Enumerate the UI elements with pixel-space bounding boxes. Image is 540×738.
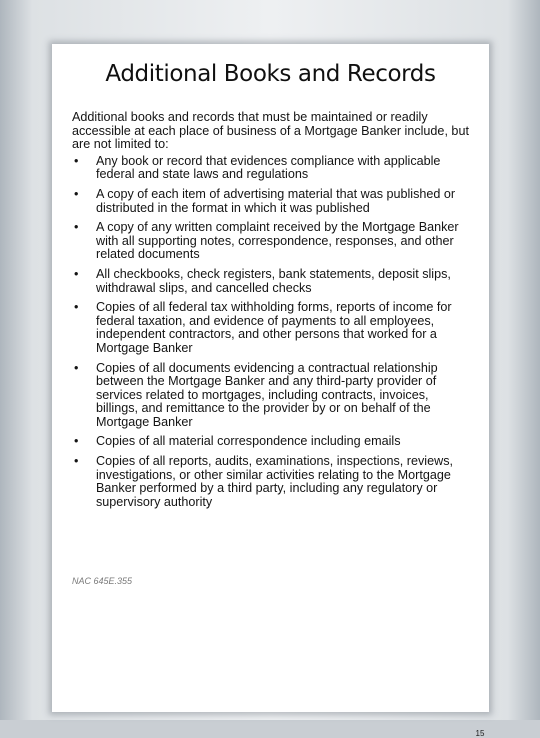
list-item bbox=[72, 435, 470, 449]
bullet-icon: • bbox=[74, 266, 79, 281]
bullet-icon: • bbox=[74, 186, 79, 201]
list-item bbox=[72, 155, 470, 182]
list-item-text: Copies of all material correspondence including emails bbox=[96, 434, 401, 449]
bullet-icon: • bbox=[74, 454, 79, 469]
slide-body bbox=[72, 111, 470, 515]
records-list bbox=[72, 155, 470, 510]
list-item-text: A copy of each item of advertising material that was published or distributed in the format in which it was published bbox=[96, 186, 456, 215]
bullet-icon: • bbox=[74, 360, 79, 375]
list-item-text: Copies of all documents evidencing a contractual relationship between the Mortgage Banker and any third-party provider of services related to mortgages, including contracts, invoices, billings, and remittance to the provider by or on behalf of the Mortgage Banker bbox=[96, 360, 438, 429]
page-number: 15 bbox=[475, 729, 485, 738]
bullet-icon: • bbox=[74, 434, 79, 449]
list-item bbox=[72, 188, 470, 215]
list-item bbox=[72, 268, 470, 295]
bullet-icon: • bbox=[74, 153, 79, 168]
list-item-text: All checkbooks, check registers, bank statements, deposit slips, withdrawal slips, and cancelled checks bbox=[96, 266, 451, 295]
list-item-text: Any book or record that evidences compliance with applicable federal and state laws and regulations bbox=[96, 153, 441, 182]
list-item bbox=[72, 221, 470, 262]
list-item-text: Copies of all reports, audits, examinations, inspections, reviews, investigations, or other similar activities relating to the Mortgage Banker performed by a third party, including any regulatory or supervisory authority bbox=[96, 454, 453, 509]
bullet-icon: • bbox=[74, 220, 79, 235]
slide-title: Additional Books and Records bbox=[105, 61, 436, 87]
bullet-icon: • bbox=[74, 300, 79, 315]
list-item-text: Copies of all federal tax withholding forms, reports of income for federal taxation, and evidence of payments to all employees, independent contractors, and other persons that worked for a Mortgage Banker bbox=[96, 300, 452, 355]
list-item-text: A copy of any written complaint received by the Mortgage Banker with all supporting notes, correspondence, responses, and other related documents bbox=[96, 220, 459, 262]
list-item bbox=[72, 301, 470, 355]
list-item bbox=[72, 362, 470, 430]
list-item bbox=[72, 455, 470, 509]
regulation-citation: NAC 645E.355 bbox=[72, 576, 133, 586]
slide-page bbox=[52, 44, 489, 738]
intro-paragraph: Additional books and records that must be maintained or readily accessible at each place of business of a Mortgage Banker include, but are not limited to: bbox=[72, 110, 469, 152]
